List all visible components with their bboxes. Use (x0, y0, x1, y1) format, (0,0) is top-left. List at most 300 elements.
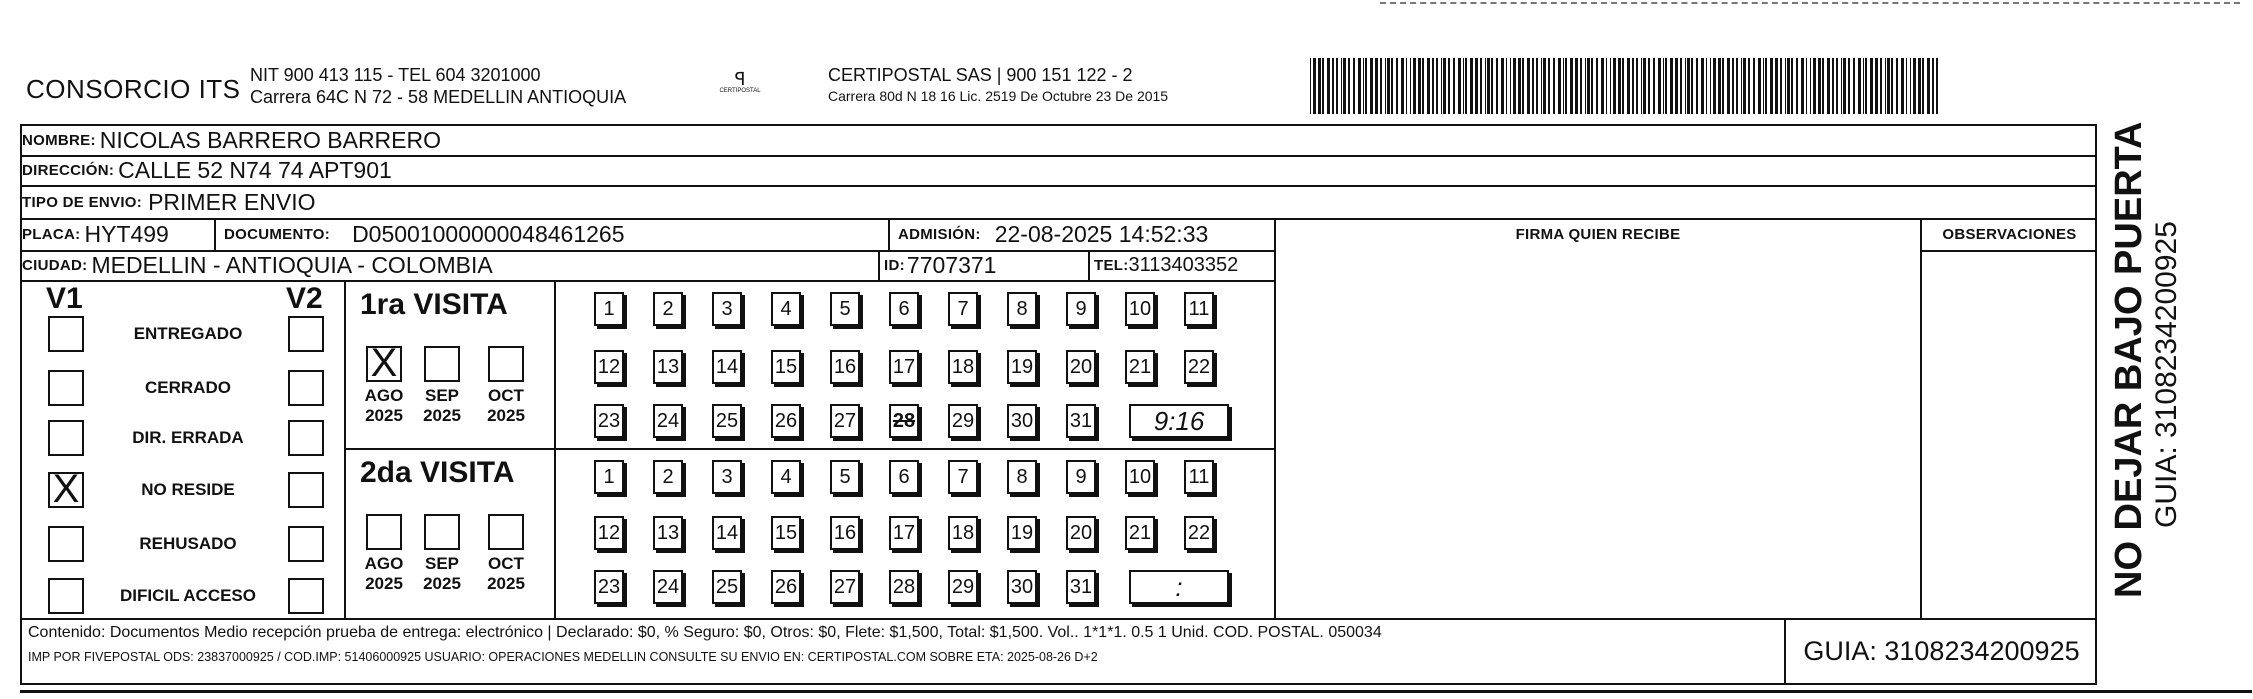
v1-label: V1 (46, 282, 83, 315)
courier-logo: ꟼ CERTIPOSTAL (719, 69, 761, 94)
barcode-bar (1913, 58, 1916, 114)
month-year: 2025 (487, 574, 525, 593)
rule (214, 218, 216, 250)
status-label: ENTREGADO (133, 324, 243, 343)
barcode (1310, 58, 1942, 114)
barcode-bar (1548, 58, 1550, 114)
barcode-bar (1541, 58, 1542, 114)
barcode-bar (1775, 58, 1778, 114)
month-name: SEP (424, 554, 460, 573)
barcode-bar (1843, 58, 1846, 114)
barcode-bar (1901, 58, 1904, 114)
barcode-bar (1585, 58, 1586, 114)
courier-info (828, 64, 1168, 106)
barcode-bar (1765, 58, 1767, 114)
admision-value: 22-08-2025 14:52:33 (994, 220, 1209, 247)
barcode-bar (1401, 58, 1404, 114)
barcode-bar (1818, 58, 1821, 114)
nombre-value: NICOLAS BARRERO BARRERO (99, 126, 442, 153)
month-year: 2025 (365, 406, 403, 425)
barcode-bar (1310, 58, 1311, 114)
row-admision (898, 218, 1208, 250)
courier-info-line1: CERTIPOSTAL SAS | 900 151 122 - 2 (828, 65, 1133, 85)
placa-label: PLACA: (22, 225, 81, 243)
v1-checkbox[interactable] (48, 578, 84, 614)
observaciones-label: OBSERVACIONES (1942, 226, 2077, 243)
barcode-bar (1480, 58, 1482, 114)
firma-label: FIRMA QUIEN RECIBE (1515, 226, 1681, 243)
barcode-bar (1343, 58, 1346, 114)
barcode-bar (1610, 58, 1611, 114)
day-box[interactable]: 19 (1007, 516, 1037, 550)
barcode-bar (1648, 58, 1650, 114)
barcode-bar (1810, 58, 1811, 114)
day-box[interactable]: 31 (1066, 404, 1096, 438)
barcode-bar (1736, 58, 1738, 114)
barcode-bar (1827, 58, 1830, 114)
barcode-bar (1496, 58, 1498, 114)
barcode-bar (1553, 58, 1555, 114)
barcode-bar (1518, 58, 1521, 114)
barcode-bar (1665, 58, 1667, 114)
barcode-bar (1701, 58, 1704, 114)
barcode-bar (1687, 58, 1690, 114)
status-label: DIFICIL ACCESO (119, 586, 256, 605)
barcode-bar (1791, 58, 1793, 114)
second-visit-label: 2da VISITA (360, 456, 515, 489)
day-box[interactable]: 10 (1125, 292, 1155, 326)
month-checkbox[interactable] (488, 346, 524, 382)
barcode-bar (1822, 58, 1824, 114)
barcode-bar (1448, 58, 1450, 114)
footer-line2: IMP POR FIVEPOSTAL ODS: 23837000925 / COD.IMP: 51406000925 USUARIO: OPERACIONES MEDELLIN CONSULTE SU ENVIO EN: CERTIPOSTAL.COM SOBRE ETA: 2025-08-26 D+2 (28, 650, 1098, 664)
barcode-bar (1563, 58, 1564, 114)
day-box[interactable]: 26 (771, 570, 801, 604)
barcode-bar (1443, 58, 1446, 114)
day-box[interactable]: 17 (889, 350, 919, 384)
barcode-bar (1675, 58, 1678, 114)
day-box[interactable]: 25 (712, 570, 742, 604)
barcode-bar (1636, 58, 1638, 114)
month-checkbox[interactable]: X (366, 346, 402, 382)
ciudad-value: MEDELLIN - ANTIOQUIA - COLOMBIA (91, 252, 493, 278)
day-box[interactable]: 6 (889, 460, 919, 494)
day-box[interactable]: 27 (830, 570, 860, 604)
day-box[interactable]: 18 (948, 516, 978, 550)
day-box[interactable]: 30 (1007, 570, 1037, 604)
barcode-bar (1363, 58, 1364, 114)
v2-checkbox[interactable] (288, 472, 324, 508)
v2-checkbox[interactable] (288, 526, 324, 562)
barcode-bar (1587, 58, 1590, 114)
barcode-bar (1501, 58, 1504, 114)
barcode-bar (1358, 58, 1361, 114)
barcode-bar (1601, 58, 1604, 114)
courier-info-line2: Carrera 80d N 18 16 Lic. 2519 De Octubre 23 De 2015 (828, 88, 1169, 104)
barcode-bar (1387, 58, 1390, 114)
barcode-bar (1487, 58, 1490, 114)
barcode-bar (1410, 58, 1411, 114)
barcode-bar (1485, 58, 1486, 114)
brand-name: CONSORCIO ITS (26, 74, 241, 104)
barcode-bar (1865, 58, 1867, 114)
day-box[interactable]: 20 (1066, 350, 1096, 384)
day-box[interactable]: 24 (653, 404, 683, 438)
v1-checkbox[interactable] (48, 316, 84, 352)
barcode-bar (1875, 58, 1878, 114)
barcode-bar (1536, 58, 1538, 114)
day-box[interactable]: 30 (1007, 404, 1037, 438)
barcode-bar (1422, 58, 1424, 114)
barcode-bar (1870, 58, 1873, 114)
day-box[interactable]: 15 (771, 350, 801, 384)
day-box[interactable]: 14 (712, 516, 742, 550)
day-box[interactable]: 10 (1125, 460, 1155, 494)
barcode-bar (1801, 58, 1804, 114)
barcode-bar (1341, 58, 1342, 114)
barcode-bar (1353, 58, 1355, 114)
barcode-bar (1891, 58, 1893, 114)
day-box[interactable]: 11 (1184, 292, 1214, 326)
day-box[interactable]: 13 (653, 516, 683, 550)
rule (20, 690, 2252, 693)
barcode-bar (1375, 58, 1378, 114)
v2-checkbox[interactable] (288, 316, 324, 352)
day-box[interactable]: 17 (889, 516, 919, 550)
first-visit-label: 1ra VISITA (360, 288, 508, 321)
barcode-bar (1887, 58, 1890, 114)
barcode-bar (1858, 58, 1861, 114)
month-label (476, 386, 536, 426)
direccion-value: CALLE 52 N74 74 APT901 (118, 157, 392, 183)
barcode-bar (1348, 58, 1350, 114)
month-checkbox[interactable] (488, 514, 524, 550)
day-box[interactable]: 8 (1007, 292, 1037, 326)
day-box[interactable]: 6 (889, 292, 919, 326)
barcode-bar (1836, 58, 1838, 114)
barcode-bar (1432, 58, 1434, 114)
rule (344, 448, 1274, 450)
brand-info-line2: Carrera 64C N 72 - 58 MEDELLIN ANTIOQUIA (250, 87, 627, 107)
tipo-label: TIPO DE ENVIO: (22, 193, 143, 211)
barcode-bar (1622, 58, 1624, 114)
nombre-label: NOMBRE: (22, 131, 96, 149)
barcode-bar (1506, 58, 1507, 114)
day-box[interactable]: 23 (594, 404, 624, 438)
barcode-bar (1741, 58, 1742, 114)
day-box[interactable]: 5 (830, 292, 860, 326)
day-box[interactable]: 13 (653, 350, 683, 384)
barcode-bar (1336, 58, 1338, 114)
rule (878, 250, 880, 280)
barcode-bar (1853, 58, 1855, 114)
v1-checkbox[interactable] (48, 420, 84, 456)
day-box[interactable]: 20 (1066, 516, 1096, 550)
v2-checkbox[interactable] (288, 578, 324, 614)
cut-line (1380, 2, 2240, 6)
footer-line1: Contenido: Documentos Medio recepción prueba de entrega: electrónico | Declarado: $0, % Seguro: $0, Otros: $0, Flete: $1,500, Total: $1,500. Vol.. 1*1*1. 0.5 1 Unid. COD. POSTAL. 050034 (28, 624, 1382, 641)
barcode-bar (1527, 58, 1530, 114)
barcode-bar (1606, 58, 1607, 114)
day-box[interactable]: 31 (1066, 570, 1096, 604)
day-box[interactable]: 29 (948, 404, 978, 438)
day-box[interactable]: 28 (889, 570, 919, 604)
rule (1088, 250, 1090, 280)
day-box[interactable]: 2 (653, 292, 683, 326)
barcode-bar (1922, 58, 1924, 114)
day-box[interactable]: 22 (1184, 350, 1214, 384)
barcode-bar (1391, 58, 1393, 114)
barcode-bar (1787, 58, 1790, 114)
row-documento (224, 218, 625, 250)
barcode-bar (1327, 58, 1330, 114)
day-box[interactable]: 28 (889, 404, 919, 438)
day-box[interactable]: 1 (594, 460, 624, 494)
status-label: NO RESIDE (141, 480, 235, 499)
barcode-bar (1522, 58, 1524, 114)
barcode-bar (1706, 58, 1707, 114)
barcode-bar (1365, 58, 1367, 114)
month-name: OCT (488, 554, 524, 573)
barcode-bar (1618, 58, 1621, 114)
barcode-bar (1806, 58, 1807, 114)
month-label (354, 386, 414, 426)
barcode-bar (1832, 58, 1834, 114)
barcode-bar (1558, 58, 1561, 114)
barcode-bar (1848, 58, 1850, 114)
barcode-bar (1475, 58, 1478, 114)
day-box[interactable]: 18 (948, 350, 978, 384)
id-label: ID: (884, 257, 905, 274)
barcode-bar (1632, 58, 1634, 114)
time-box[interactable]: 9:16 (1129, 404, 1229, 438)
barcode-bar (1763, 58, 1764, 114)
barcode-bar (1441, 58, 1442, 114)
barcode-bar (1385, 58, 1386, 114)
day-box[interactable]: 25 (712, 404, 742, 438)
barcode-bar (1770, 58, 1773, 114)
month-year: 2025 (423, 406, 461, 425)
documento-label: DOCUMENTO: (224, 225, 331, 243)
barcode-bar (1936, 58, 1938, 114)
day-box[interactable]: 12 (594, 516, 624, 550)
courier-logo-text: CERTIPOSTAL (719, 88, 761, 94)
side-notice: NO DEJAR BAJO PUERTA (2108, 121, 2150, 598)
month-checkbox[interactable] (424, 346, 460, 382)
day-box[interactable]: 1 (594, 292, 624, 326)
day-box[interactable]: 22 (1184, 516, 1214, 550)
footer-guia: GUIA: 3108234200925 (1803, 636, 2080, 666)
barcode-bar (1713, 58, 1716, 114)
tipo-value: PRIMER ENVIO (148, 188, 316, 215)
row-placa (22, 218, 169, 250)
day-box[interactable]: 15 (771, 516, 801, 550)
month-name: AGO (364, 386, 404, 405)
day-box[interactable]: 7 (948, 460, 978, 494)
status-label: REHUSADO (139, 534, 237, 553)
day-box[interactable]: 12 (594, 350, 624, 384)
v2-checkbox[interactable] (288, 420, 324, 456)
day-box[interactable]: 11 (1184, 460, 1214, 494)
id-value: 7707371 (906, 252, 997, 278)
barcode-bar (1596, 58, 1598, 114)
barcode-bar (1685, 58, 1686, 114)
barcode-bar (1932, 58, 1934, 114)
status-label: DIR. ERRADA (132, 428, 244, 447)
barcode-bar (1643, 58, 1646, 114)
barcode-bar (1753, 58, 1755, 114)
day-box[interactable]: 7 (948, 292, 978, 326)
brand-info (250, 64, 626, 108)
day-box[interactable]: 16 (830, 516, 860, 550)
direccion-label: DIRECCIÓN: (22, 162, 115, 179)
barcode-bar (1580, 58, 1582, 114)
signature-area[interactable] (1276, 252, 1920, 618)
ciudad-label: CIUDAD: (22, 257, 88, 274)
row-ciudad (22, 250, 493, 281)
barcode-bar (1732, 58, 1734, 114)
day-box[interactable]: 16 (830, 350, 860, 384)
rule (554, 282, 556, 618)
day-box[interactable]: 29 (948, 570, 978, 604)
day-box[interactable]: 9 (1066, 292, 1096, 326)
month-label (412, 554, 472, 594)
barcode-bar (1418, 58, 1421, 114)
day-box[interactable]: 21 (1125, 350, 1155, 384)
barcode-bar (1710, 58, 1711, 114)
rule (888, 218, 890, 250)
row-id (884, 250, 996, 281)
month-name: AGO (364, 554, 404, 573)
barcode-bar (1885, 58, 1886, 114)
month-label (354, 554, 414, 594)
month-name: SEP (424, 386, 460, 405)
day-box[interactable]: 4 (771, 460, 801, 494)
month-year: 2025 (365, 574, 403, 593)
barcode-bar (1318, 58, 1321, 114)
barcode-bar (1380, 58, 1382, 114)
month-year: 2025 (423, 574, 461, 593)
day-box[interactable]: 26 (771, 404, 801, 438)
barcode-bar (1691, 58, 1693, 114)
day-box[interactable]: 21 (1125, 516, 1155, 550)
day-box[interactable]: 19 (1007, 350, 1037, 384)
barcode-bar (1413, 58, 1416, 114)
v2-checkbox[interactable] (288, 370, 324, 406)
barcode-bar (1453, 58, 1455, 114)
row-nombre (22, 124, 441, 156)
observaciones-area[interactable] (1922, 252, 2097, 618)
barcode-bar (1670, 58, 1673, 114)
barcode-bar (1653, 58, 1655, 114)
day-box[interactable]: 14 (712, 350, 742, 384)
barcode-bar (1680, 58, 1682, 114)
barcode-bar (1758, 58, 1761, 114)
barcode-bar (1896, 58, 1898, 114)
time-box[interactable]: : (1129, 570, 1229, 604)
day-box[interactable]: 24 (653, 570, 683, 604)
day-box[interactable]: 23 (594, 570, 624, 604)
barcode-bar (1436, 58, 1438, 114)
barcode-bar (1427, 58, 1430, 114)
barcode-bar (1570, 58, 1573, 114)
side-guia: GUIA: 3108234200925 (2150, 221, 2183, 528)
barcode-bar (1591, 58, 1593, 114)
barcode-bar (1748, 58, 1750, 114)
barcode-bar (1718, 58, 1721, 114)
barcode-bar (1641, 58, 1642, 114)
day-box[interactable]: 9 (1066, 460, 1096, 494)
month-label (412, 386, 472, 426)
barcode-bar (1722, 58, 1724, 114)
v1-checkbox[interactable] (48, 526, 84, 562)
barcode-bar (1510, 58, 1511, 114)
day-box[interactable]: 4 (771, 292, 801, 326)
day-box[interactable]: 3 (712, 292, 742, 326)
day-box[interactable]: 27 (830, 404, 860, 438)
barcode-bar (1406, 58, 1407, 114)
row-tel (1094, 250, 1238, 281)
barcode-bar (1813, 58, 1816, 114)
tel-label: TEL: (1094, 257, 1129, 274)
barcode-bar (1513, 58, 1516, 114)
barcode-bar (1458, 58, 1461, 114)
barcode-bar (1780, 58, 1782, 114)
barcode-bar (1565, 58, 1567, 114)
barcode-bar (1727, 58, 1730, 114)
barcode-bar (1841, 58, 1842, 114)
tel-value: 3113403352 (1128, 254, 1239, 276)
barcode-bar (1613, 58, 1616, 114)
brand-info-line1: NIT 900 413 115 - TEL 604 3201000 (250, 65, 541, 85)
barcode-bar (1332, 58, 1334, 114)
rule (344, 282, 346, 618)
barcode-bar (1863, 58, 1864, 114)
barcode-bar (1696, 58, 1698, 114)
barcode-bar (1627, 58, 1630, 114)
month-year: 2025 (487, 406, 525, 425)
barcode-bar (1880, 58, 1882, 114)
barcode-bar (1491, 58, 1493, 114)
barcode-bar (1575, 58, 1578, 114)
row-direccion (22, 155, 392, 186)
barcode-bar (1543, 58, 1546, 114)
barcode-bar (1906, 58, 1907, 114)
barcode-bar (1663, 58, 1664, 114)
month-checkbox[interactable] (366, 514, 402, 550)
row-tipo (22, 186, 315, 218)
day-box[interactable]: 5 (830, 460, 860, 494)
barcode-bar (1396, 58, 1398, 114)
v2-label: V2 (286, 282, 323, 315)
month-name: OCT (488, 386, 524, 405)
placa-value: HYT499 (84, 220, 169, 247)
v1-checkbox[interactable]: X (48, 472, 84, 508)
v1-checkbox[interactable] (48, 370, 84, 406)
barcode-bar (1658, 58, 1661, 114)
month-checkbox[interactable] (424, 514, 460, 550)
barcode-bar (1796, 58, 1798, 114)
day-box[interactable]: 8 (1007, 460, 1037, 494)
barcode-bar (1465, 58, 1467, 114)
day-box[interactable]: 2 (653, 460, 683, 494)
day-box[interactable]: 3 (712, 460, 742, 494)
barcode-bar (1910, 58, 1911, 114)
admision-label: ADMISIÓN: (898, 225, 981, 243)
status-label: CERRADO (145, 378, 231, 397)
barcode-bar (1918, 58, 1921, 114)
barcode-bar (1322, 58, 1324, 114)
